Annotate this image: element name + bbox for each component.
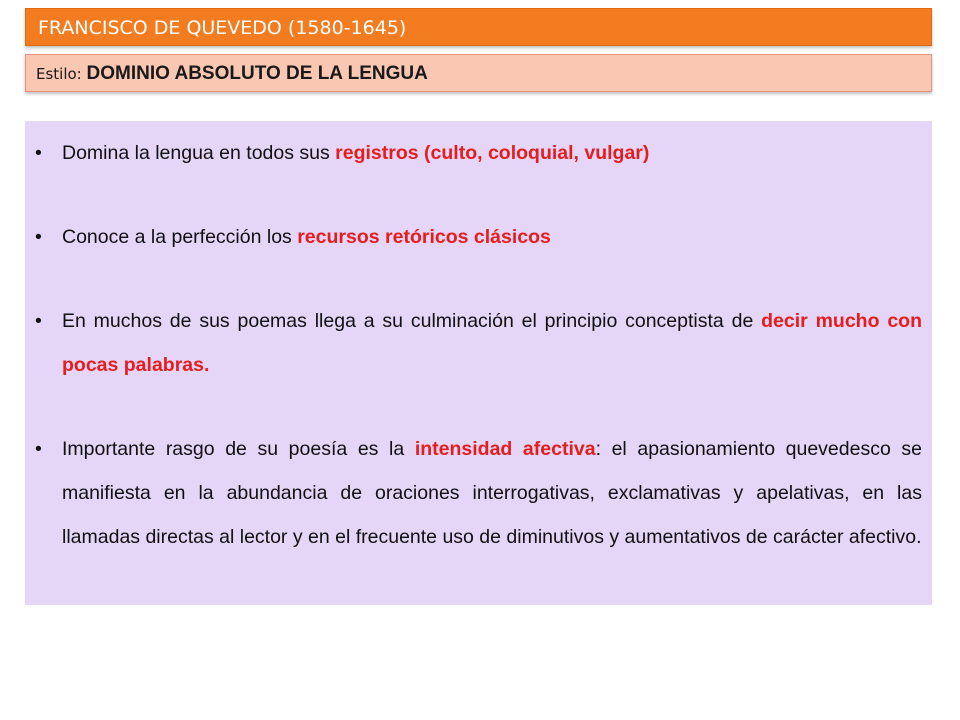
bullet-text: Importante rasgo de su poesía es la [62, 438, 415, 460]
bullet-highlight: recursos retóricos clásicos [297, 226, 551, 248]
subtitle-prefix: Estilo: [36, 65, 87, 83]
bullet-item-registros [25, 131, 922, 175]
bullet-text: Conoce a la perfección los [62, 226, 298, 248]
bullet-text-post: : el apasionamiento quevedesco se manifiesta en la abundancia de oraciones interrogativas, exclamativas y apelativas, en las llamadas directas al lector y en el frecuente uso de diminutivos y aumentativos de carácter afectivo. [62, 438, 922, 548]
bullet-text: Domina la lengua en todos sus [62, 142, 336, 164]
bullet-highlight: registros (culto, coloquial, vulgar) [335, 142, 650, 164]
bullet-item-recursos [25, 215, 922, 259]
bullet-item-conceptismo [25, 299, 922, 387]
content-box [25, 121, 932, 605]
subtitle-main: DOMINIO ABSOLUTO DE LA LENGUA [86, 63, 428, 84]
slide-title-bar [25, 8, 932, 46]
bullet-highlight: intensidad afectiva [414, 438, 596, 460]
slide-title: FRANCISCO DE QUEVEDO (1580-1645) [38, 17, 407, 39]
bullet-list [25, 131, 922, 559]
bullet-item-intensidad [25, 427, 922, 559]
slide-subtitle-bar [25, 54, 932, 92]
bullet-text: En muchos de sus poemas llega a su culminación el principio conceptista de [62, 310, 762, 332]
bullet-highlight: decir mucho con pocas palabras. [62, 310, 922, 376]
